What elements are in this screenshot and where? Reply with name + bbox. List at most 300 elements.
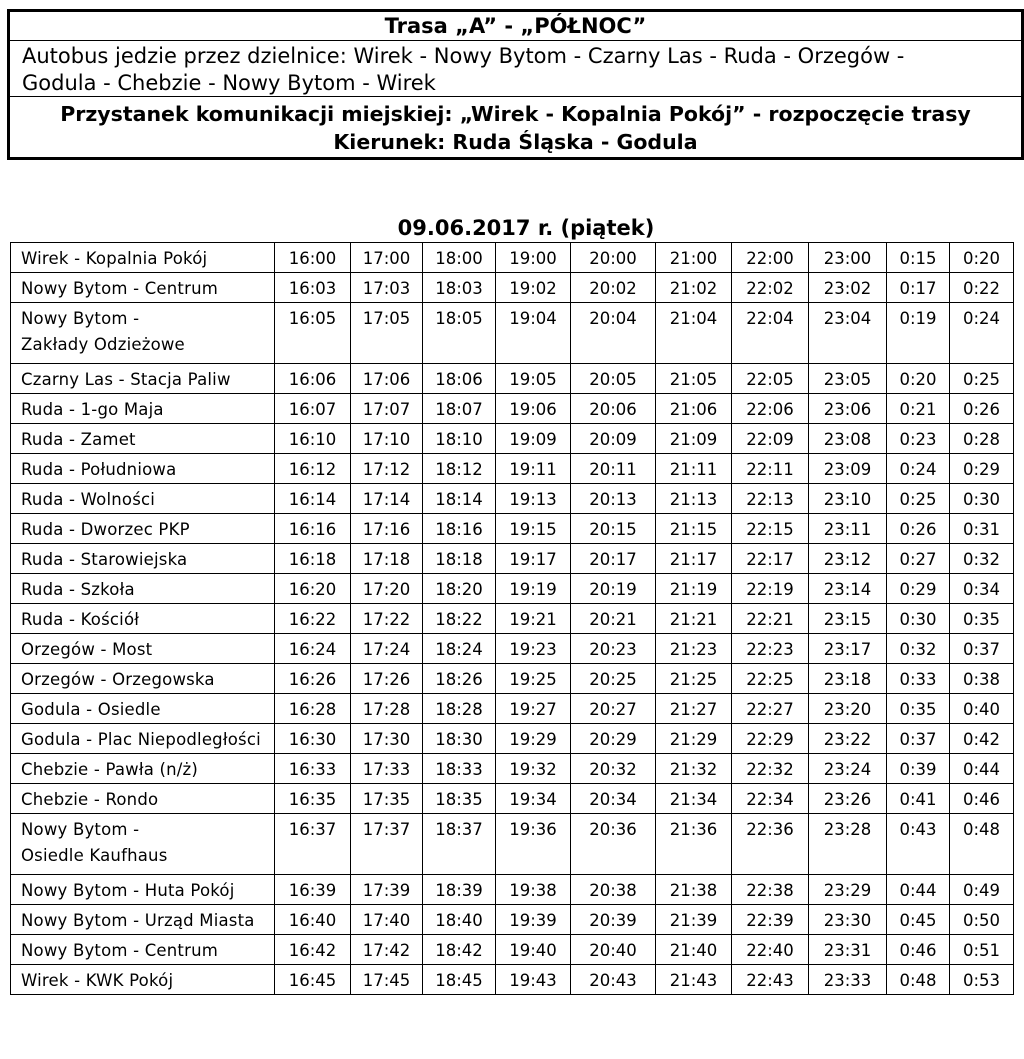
departure-time-cell: 19:19 <box>496 574 571 604</box>
departure-time-cell: 0:26 <box>950 394 1014 424</box>
departure-time-cell: 21:34 <box>656 784 732 814</box>
stop-name-cell <box>11 935 275 965</box>
stop-name-line: Nowy Bytom - Centrum <box>21 941 219 960</box>
departure-time-cell: 23:15 <box>809 604 887 634</box>
districts-line-1: Autobus jedzie przez dzielnice: Wirek - Nowy Bytom - Czarny Las - Ruda - Orzegów - <box>22 44 905 68</box>
departure-time-cell: 23:26 <box>809 784 887 814</box>
table-row <box>11 303 1014 364</box>
departure-time-cell: 0:37 <box>887 724 950 754</box>
departure-time-cell: 21:11 <box>656 454 732 484</box>
departure-time-cell: 19:36 <box>496 814 571 875</box>
departure-time-cell: 21:17 <box>656 544 732 574</box>
table-row <box>11 574 1014 604</box>
departure-time-cell: 21:02 <box>656 273 732 303</box>
departure-time-cell: 0:46 <box>950 784 1014 814</box>
departure-time-cell: 19:02 <box>496 273 571 303</box>
stop-name-line: Ruda - Kościół <box>21 610 140 629</box>
departure-time-cell: 18:07 <box>423 394 496 424</box>
departure-time-cell: 16:35 <box>275 784 351 814</box>
departure-time-cell: 16:20 <box>275 574 351 604</box>
stop-name-line: Orzegów - Orzegowska <box>21 670 215 689</box>
departure-time-cell: 18:33 <box>423 754 496 784</box>
departure-time-cell: 18:30 <box>423 724 496 754</box>
departure-time-cell: 16:30 <box>275 724 351 754</box>
departure-time-cell: 21:06 <box>656 394 732 424</box>
stop-name-cell <box>11 604 275 634</box>
departure-time-cell: 23:28 <box>809 814 887 875</box>
departure-time-cell: 16:40 <box>275 905 351 935</box>
departure-time-cell: 23:05 <box>809 364 887 394</box>
departure-time-cell: 23:14 <box>809 574 887 604</box>
stop-name-cell <box>11 664 275 694</box>
departure-time-cell: 17:00 <box>351 243 423 273</box>
departure-time-cell: 20:11 <box>571 454 656 484</box>
departure-time-cell: 21:25 <box>656 664 732 694</box>
table-row <box>11 784 1014 814</box>
table-row <box>11 243 1014 273</box>
departure-time-cell: 20:23 <box>571 634 656 664</box>
departure-time-cell: 17:26 <box>351 664 423 694</box>
departure-time-cell: 19:25 <box>496 664 571 694</box>
departure-time-cell: 21:40 <box>656 935 732 965</box>
departure-time-cell: 0:48 <box>887 965 950 995</box>
stop-name-cell <box>11 364 275 394</box>
departure-time-cell: 20:06 <box>571 394 656 424</box>
table-row <box>11 424 1014 454</box>
departure-time-cell: 22:09 <box>732 424 809 454</box>
departure-time-cell: 16:00 <box>275 243 351 273</box>
departure-time-cell: 21:19 <box>656 574 732 604</box>
departure-time-cell: 0:50 <box>950 905 1014 935</box>
departure-time-cell: 0:24 <box>887 454 950 484</box>
departure-time-cell: 16:45 <box>275 965 351 995</box>
departure-time-cell: 22:02 <box>732 273 809 303</box>
departure-time-cell: 0:49 <box>950 875 1014 905</box>
table-row <box>11 694 1014 724</box>
departure-time-cell: 0:20 <box>887 364 950 394</box>
departure-time-cell: 0:23 <box>887 424 950 454</box>
departure-time-cell: 20:39 <box>571 905 656 935</box>
departure-time-cell: 21:15 <box>656 514 732 544</box>
departure-time-cell: 17:37 <box>351 814 423 875</box>
departure-time-cell: 0:24 <box>950 303 1014 364</box>
departure-time-cell: 21:43 <box>656 965 732 995</box>
departure-time-cell: 16:18 <box>275 544 351 574</box>
timetable <box>10 242 1014 995</box>
departure-time-cell: 0:15 <box>887 243 950 273</box>
departure-time-cell: 21:27 <box>656 694 732 724</box>
stop-name-cell <box>11 905 275 935</box>
stop-name-cell <box>11 424 275 454</box>
stop-name-cell <box>11 574 275 604</box>
departure-time-cell: 0:38 <box>950 664 1014 694</box>
departure-time-cell: 22:32 <box>732 754 809 784</box>
stop-name-line: Ruda - Starowiejska <box>21 550 188 569</box>
stop-name-cell <box>11 243 275 273</box>
departure-time-cell: 22:17 <box>732 544 809 574</box>
departure-time-cell: 16:24 <box>275 634 351 664</box>
stop-name-line: Ruda - Wolności <box>21 490 156 509</box>
table-row <box>11 394 1014 424</box>
departure-time-cell: 17:35 <box>351 784 423 814</box>
departure-time-cell: 0:17 <box>887 273 950 303</box>
departure-time-cell: 23:29 <box>809 875 887 905</box>
departure-time-cell: 22:40 <box>732 935 809 965</box>
departure-time-cell: 0:32 <box>950 544 1014 574</box>
departure-time-cell: 18:42 <box>423 935 496 965</box>
departure-time-cell: 23:10 <box>809 484 887 514</box>
departure-time-cell: 0:31 <box>950 514 1014 544</box>
departure-time-cell: 23:08 <box>809 424 887 454</box>
departure-time-cell: 22:04 <box>732 303 809 364</box>
departure-time-cell: 18:06 <box>423 364 496 394</box>
table-row <box>11 604 1014 634</box>
departure-time-cell: 0:46 <box>887 935 950 965</box>
route-districts <box>10 41 1021 97</box>
departure-time-cell: 0:21 <box>887 394 950 424</box>
start-stop-line: Przystanek komunikacji miejskiej: „Wirek - Kopalnia Pokój” - rozpoczęcie trasy <box>60 102 971 126</box>
departure-time-cell: 18:00 <box>423 243 496 273</box>
stop-name-line: Wirek - Kopalnia Pokój <box>21 249 208 268</box>
departure-time-cell: 23:18 <box>809 664 887 694</box>
departure-time-cell: 22:36 <box>732 814 809 875</box>
departure-time-cell: 18:24 <box>423 634 496 664</box>
departure-time-cell: 19:21 <box>496 604 571 634</box>
departure-time-cell: 20:43 <box>571 965 656 995</box>
stop-name-cell <box>11 394 275 424</box>
departure-time-cell: 0:42 <box>950 724 1014 754</box>
departure-time-cell: 0:53 <box>950 965 1014 995</box>
departure-time-cell: 17:05 <box>351 303 423 364</box>
stop-name-line: Orzegów - Most <box>21 640 153 659</box>
stop-name-line: Nowy Bytom - Urząd Miasta <box>21 911 255 930</box>
departure-time-cell: 22:34 <box>732 784 809 814</box>
departure-time-cell: 20:29 <box>571 724 656 754</box>
departure-time-cell: 17:24 <box>351 634 423 664</box>
departure-time-cell: 0:29 <box>887 574 950 604</box>
departure-time-cell: 18:16 <box>423 514 496 544</box>
departure-time-cell: 22:11 <box>732 454 809 484</box>
departure-time-cell: 19:11 <box>496 454 571 484</box>
departure-time-cell: 23:11 <box>809 514 887 544</box>
departure-time-cell: 21:00 <box>656 243 732 273</box>
departure-time-cell: 23:20 <box>809 694 887 724</box>
departure-time-cell: 19:09 <box>496 424 571 454</box>
departure-time-cell: 19:43 <box>496 965 571 995</box>
table-row <box>11 664 1014 694</box>
departure-time-cell: 20:02 <box>571 273 656 303</box>
departure-time-cell: 21:32 <box>656 754 732 784</box>
stop-name-line: Ruda - 1-go Maja <box>21 400 164 419</box>
departure-time-cell: 18:28 <box>423 694 496 724</box>
departure-time-cell: 20:38 <box>571 875 656 905</box>
stop-name-line: Ruda - Szkoła <box>21 580 135 599</box>
departure-time-cell: 19:00 <box>496 243 571 273</box>
departure-time-cell: 0:37 <box>950 634 1014 664</box>
stop-name-cell <box>11 965 275 995</box>
stop-name-cell <box>11 544 275 574</box>
departure-time-cell: 19:32 <box>496 754 571 784</box>
departure-time-cell: 0:26 <box>887 514 950 544</box>
start-stop-info <box>10 97 1021 156</box>
departure-time-cell: 21:36 <box>656 814 732 875</box>
stop-name-line: Nowy Bytom - Huta Pokój <box>21 881 235 900</box>
departure-time-cell: 20:17 <box>571 544 656 574</box>
departure-time-cell: 18:39 <box>423 875 496 905</box>
departure-time-cell: 17:45 <box>351 965 423 995</box>
departure-time-cell: 20:05 <box>571 364 656 394</box>
departure-time-cell: 21:21 <box>656 604 732 634</box>
table-row <box>11 814 1014 875</box>
departure-time-cell: 20:25 <box>571 664 656 694</box>
departure-time-cell: 19:39 <box>496 905 571 935</box>
departure-time-cell: 22:06 <box>732 394 809 424</box>
departure-time-cell: 20:27 <box>571 694 656 724</box>
departure-time-cell: 21:04 <box>656 303 732 364</box>
departure-time-cell: 0:43 <box>887 814 950 875</box>
departure-time-cell: 19:29 <box>496 724 571 754</box>
departure-time-cell: 16:28 <box>275 694 351 724</box>
departure-time-cell: 22:05 <box>732 364 809 394</box>
stop-name-cell <box>11 784 275 814</box>
departure-time-cell: 16:39 <box>275 875 351 905</box>
departure-time-cell: 17:07 <box>351 394 423 424</box>
departure-time-cell: 17:42 <box>351 935 423 965</box>
departure-time-cell: 0:19 <box>887 303 950 364</box>
departure-time-cell: 17:12 <box>351 454 423 484</box>
departure-time-cell: 0:41 <box>887 784 950 814</box>
table-row <box>11 484 1014 514</box>
departure-time-cell: 16:33 <box>275 754 351 784</box>
departure-time-cell: 23:33 <box>809 965 887 995</box>
departure-time-cell: 19:13 <box>496 484 571 514</box>
table-row <box>11 875 1014 905</box>
departure-time-cell: 19:17 <box>496 544 571 574</box>
departure-time-cell: 19:23 <box>496 634 571 664</box>
stop-name-cell <box>11 514 275 544</box>
stop-name-line: Godula - Plac Niepodległości <box>21 730 261 749</box>
departure-time-cell: 21:38 <box>656 875 732 905</box>
direction-line: Kierunek: Ruda Śląska - Godula <box>333 130 698 154</box>
stop-name-cell <box>11 724 275 754</box>
stop-name-line: Nowy Bytom - Centrum <box>21 279 219 298</box>
departure-time-cell: 18:10 <box>423 424 496 454</box>
stop-name-cell <box>11 634 275 664</box>
departure-time-cell: 16:07 <box>275 394 351 424</box>
table-row <box>11 754 1014 784</box>
departure-time-cell: 19:38 <box>496 875 571 905</box>
departure-time-cell: 17:28 <box>351 694 423 724</box>
departure-time-cell: 17:06 <box>351 364 423 394</box>
departure-time-cell: 23:17 <box>809 634 887 664</box>
departure-time-cell: 16:16 <box>275 514 351 544</box>
table-row <box>11 965 1014 995</box>
departure-time-cell: 22:21 <box>732 604 809 634</box>
departure-time-cell: 21:05 <box>656 364 732 394</box>
stop-name-line: Czarny Las - Stacja Paliw <box>21 370 231 389</box>
departure-time-cell: 0:30 <box>887 604 950 634</box>
departure-time-cell: 17:40 <box>351 905 423 935</box>
table-row <box>11 634 1014 664</box>
departure-time-cell: 21:13 <box>656 484 732 514</box>
departure-time-cell: 18:05 <box>423 303 496 364</box>
departure-time-cell: 23:24 <box>809 754 887 784</box>
departure-time-cell: 22:25 <box>732 664 809 694</box>
departure-time-cell: 0:28 <box>950 424 1014 454</box>
departure-time-cell: 0:25 <box>887 484 950 514</box>
departure-time-cell: 18:12 <box>423 454 496 484</box>
departure-time-cell: 23:30 <box>809 905 887 935</box>
departure-time-cell: 23:04 <box>809 303 887 364</box>
table-row <box>11 544 1014 574</box>
departure-time-cell: 0:48 <box>950 814 1014 875</box>
departure-time-cell: 0:39 <box>887 754 950 784</box>
departure-time-cell: 17:16 <box>351 514 423 544</box>
departure-time-cell: 18:22 <box>423 604 496 634</box>
departure-time-cell: 23:12 <box>809 544 887 574</box>
table-row <box>11 273 1014 303</box>
table-row <box>11 514 1014 544</box>
departure-time-cell: 17:18 <box>351 544 423 574</box>
stop-name-cell <box>11 454 275 484</box>
departure-time-cell: 20:00 <box>571 243 656 273</box>
departure-time-cell: 0:51 <box>950 935 1014 965</box>
stop-name-cell <box>11 694 275 724</box>
departure-time-cell: 19:15 <box>496 514 571 544</box>
departure-time-cell: 0:22 <box>950 273 1014 303</box>
departure-time-cell: 18:45 <box>423 965 496 995</box>
departure-time-cell: 17:20 <box>351 574 423 604</box>
departure-time-cell: 0:44 <box>887 875 950 905</box>
departure-time-cell: 18:26 <box>423 664 496 694</box>
departure-time-cell: 22:15 <box>732 514 809 544</box>
departure-time-cell: 20:19 <box>571 574 656 604</box>
stop-name-cell <box>11 484 275 514</box>
departure-time-cell: 16:14 <box>275 484 351 514</box>
stop-name-cell <box>11 273 275 303</box>
departure-time-cell: 19:27 <box>496 694 571 724</box>
departure-time-cell: 0:30 <box>950 484 1014 514</box>
date-heading: 09.06.2017 r. (piątek) <box>397 216 655 240</box>
departure-time-cell: 17:10 <box>351 424 423 454</box>
departure-time-cell: 0:34 <box>950 574 1014 604</box>
departure-time-cell: 0:44 <box>950 754 1014 784</box>
stop-name-cell <box>11 303 275 364</box>
departure-time-cell: 0:33 <box>887 664 950 694</box>
stop-name-cell <box>11 875 275 905</box>
districts-line-2: Godula - Chebzie - Nowy Bytom - Wirek <box>22 71 436 95</box>
departure-time-cell: 16:12 <box>275 454 351 484</box>
table-row <box>11 364 1014 394</box>
departure-time-cell: 17:30 <box>351 724 423 754</box>
departure-time-cell: 20:13 <box>571 484 656 514</box>
departure-time-cell: 0:27 <box>887 544 950 574</box>
departure-time-cell: 18:18 <box>423 544 496 574</box>
departure-time-cell: 19:05 <box>496 364 571 394</box>
departure-time-cell: 17:14 <box>351 484 423 514</box>
departure-time-cell: 17:22 <box>351 604 423 634</box>
departure-time-cell: 22:00 <box>732 243 809 273</box>
route-header <box>7 9 1024 160</box>
stop-name-line: Zakłady Odzieżowe <box>21 335 185 354</box>
table-row <box>11 454 1014 484</box>
stop-name-line: Nowy Bytom - <box>21 309 140 328</box>
departure-time-cell: 22:39 <box>732 905 809 935</box>
departure-time-cell: 16:22 <box>275 604 351 634</box>
departure-time-cell: 19:04 <box>496 303 571 364</box>
table-row <box>11 935 1014 965</box>
stop-name-line: Chebzie - Pawła (n/ż) <box>21 760 199 779</box>
departure-time-cell: 16:37 <box>275 814 351 875</box>
departure-time-cell: 0:35 <box>887 694 950 724</box>
departure-time-cell: 18:20 <box>423 574 496 604</box>
departure-time-cell: 21:23 <box>656 634 732 664</box>
departure-time-cell: 16:26 <box>275 664 351 694</box>
departure-time-cell: 0:25 <box>950 364 1014 394</box>
departure-time-cell: 20:40 <box>571 935 656 965</box>
departure-time-cell: 23:09 <box>809 454 887 484</box>
departure-time-cell: 20:04 <box>571 303 656 364</box>
departure-time-cell: 20:36 <box>571 814 656 875</box>
departure-time-cell: 23:06 <box>809 394 887 424</box>
table-row <box>11 724 1014 754</box>
stop-name-line: Ruda - Południowa <box>21 460 177 479</box>
departure-time-cell: 21:09 <box>656 424 732 454</box>
departure-time-cell: 23:22 <box>809 724 887 754</box>
stop-name-line: Ruda - Zamet <box>21 430 136 449</box>
departure-time-cell: 16:05 <box>275 303 351 364</box>
departure-time-cell: 20:34 <box>571 784 656 814</box>
departure-time-cell: 0:20 <box>950 243 1014 273</box>
stop-name-line: Ruda - Dworzec PKP <box>21 520 190 539</box>
departure-time-cell: 17:39 <box>351 875 423 905</box>
departure-time-cell: 0:45 <box>887 905 950 935</box>
departure-time-cell: 23:31 <box>809 935 887 965</box>
departure-time-cell: 18:40 <box>423 905 496 935</box>
departure-time-cell: 17:03 <box>351 273 423 303</box>
departure-time-cell: 16:42 <box>275 935 351 965</box>
stop-name-line: Chebzie - Rondo <box>21 790 159 809</box>
departure-time-cell: 19:40 <box>496 935 571 965</box>
departure-time-cell: 20:21 <box>571 604 656 634</box>
departure-time-cell: 22:23 <box>732 634 809 664</box>
route-title: Trasa „A” - „PÓŁNOC” <box>10 12 1021 41</box>
departure-time-cell: 16:10 <box>275 424 351 454</box>
departure-time-cell: 22:19 <box>732 574 809 604</box>
departure-time-cell: 22:38 <box>732 875 809 905</box>
departure-time-cell: 20:09 <box>571 424 656 454</box>
departure-time-cell: 16:03 <box>275 273 351 303</box>
departure-time-cell: 18:35 <box>423 784 496 814</box>
departure-time-cell: 16:06 <box>275 364 351 394</box>
departure-time-cell: 20:32 <box>571 754 656 784</box>
departure-time-cell: 0:40 <box>950 694 1014 724</box>
departure-time-cell: 20:15 <box>571 514 656 544</box>
departure-time-cell: 22:27 <box>732 694 809 724</box>
departure-time-cell: 22:29 <box>732 724 809 754</box>
departure-time-cell: 21:39 <box>656 905 732 935</box>
stop-name-line: Nowy Bytom - <box>21 820 140 839</box>
stop-name-line: Godula - Osiedle <box>21 700 161 719</box>
departure-time-cell: 23:00 <box>809 243 887 273</box>
departure-time-cell: 17:33 <box>351 754 423 784</box>
departure-time-cell: 23:02 <box>809 273 887 303</box>
stop-name-cell <box>11 754 275 784</box>
stop-name-cell <box>11 814 275 875</box>
departure-time-cell: 18:37 <box>423 814 496 875</box>
departure-time-cell: 0:29 <box>950 454 1014 484</box>
departure-time-cell: 0:35 <box>950 604 1014 634</box>
